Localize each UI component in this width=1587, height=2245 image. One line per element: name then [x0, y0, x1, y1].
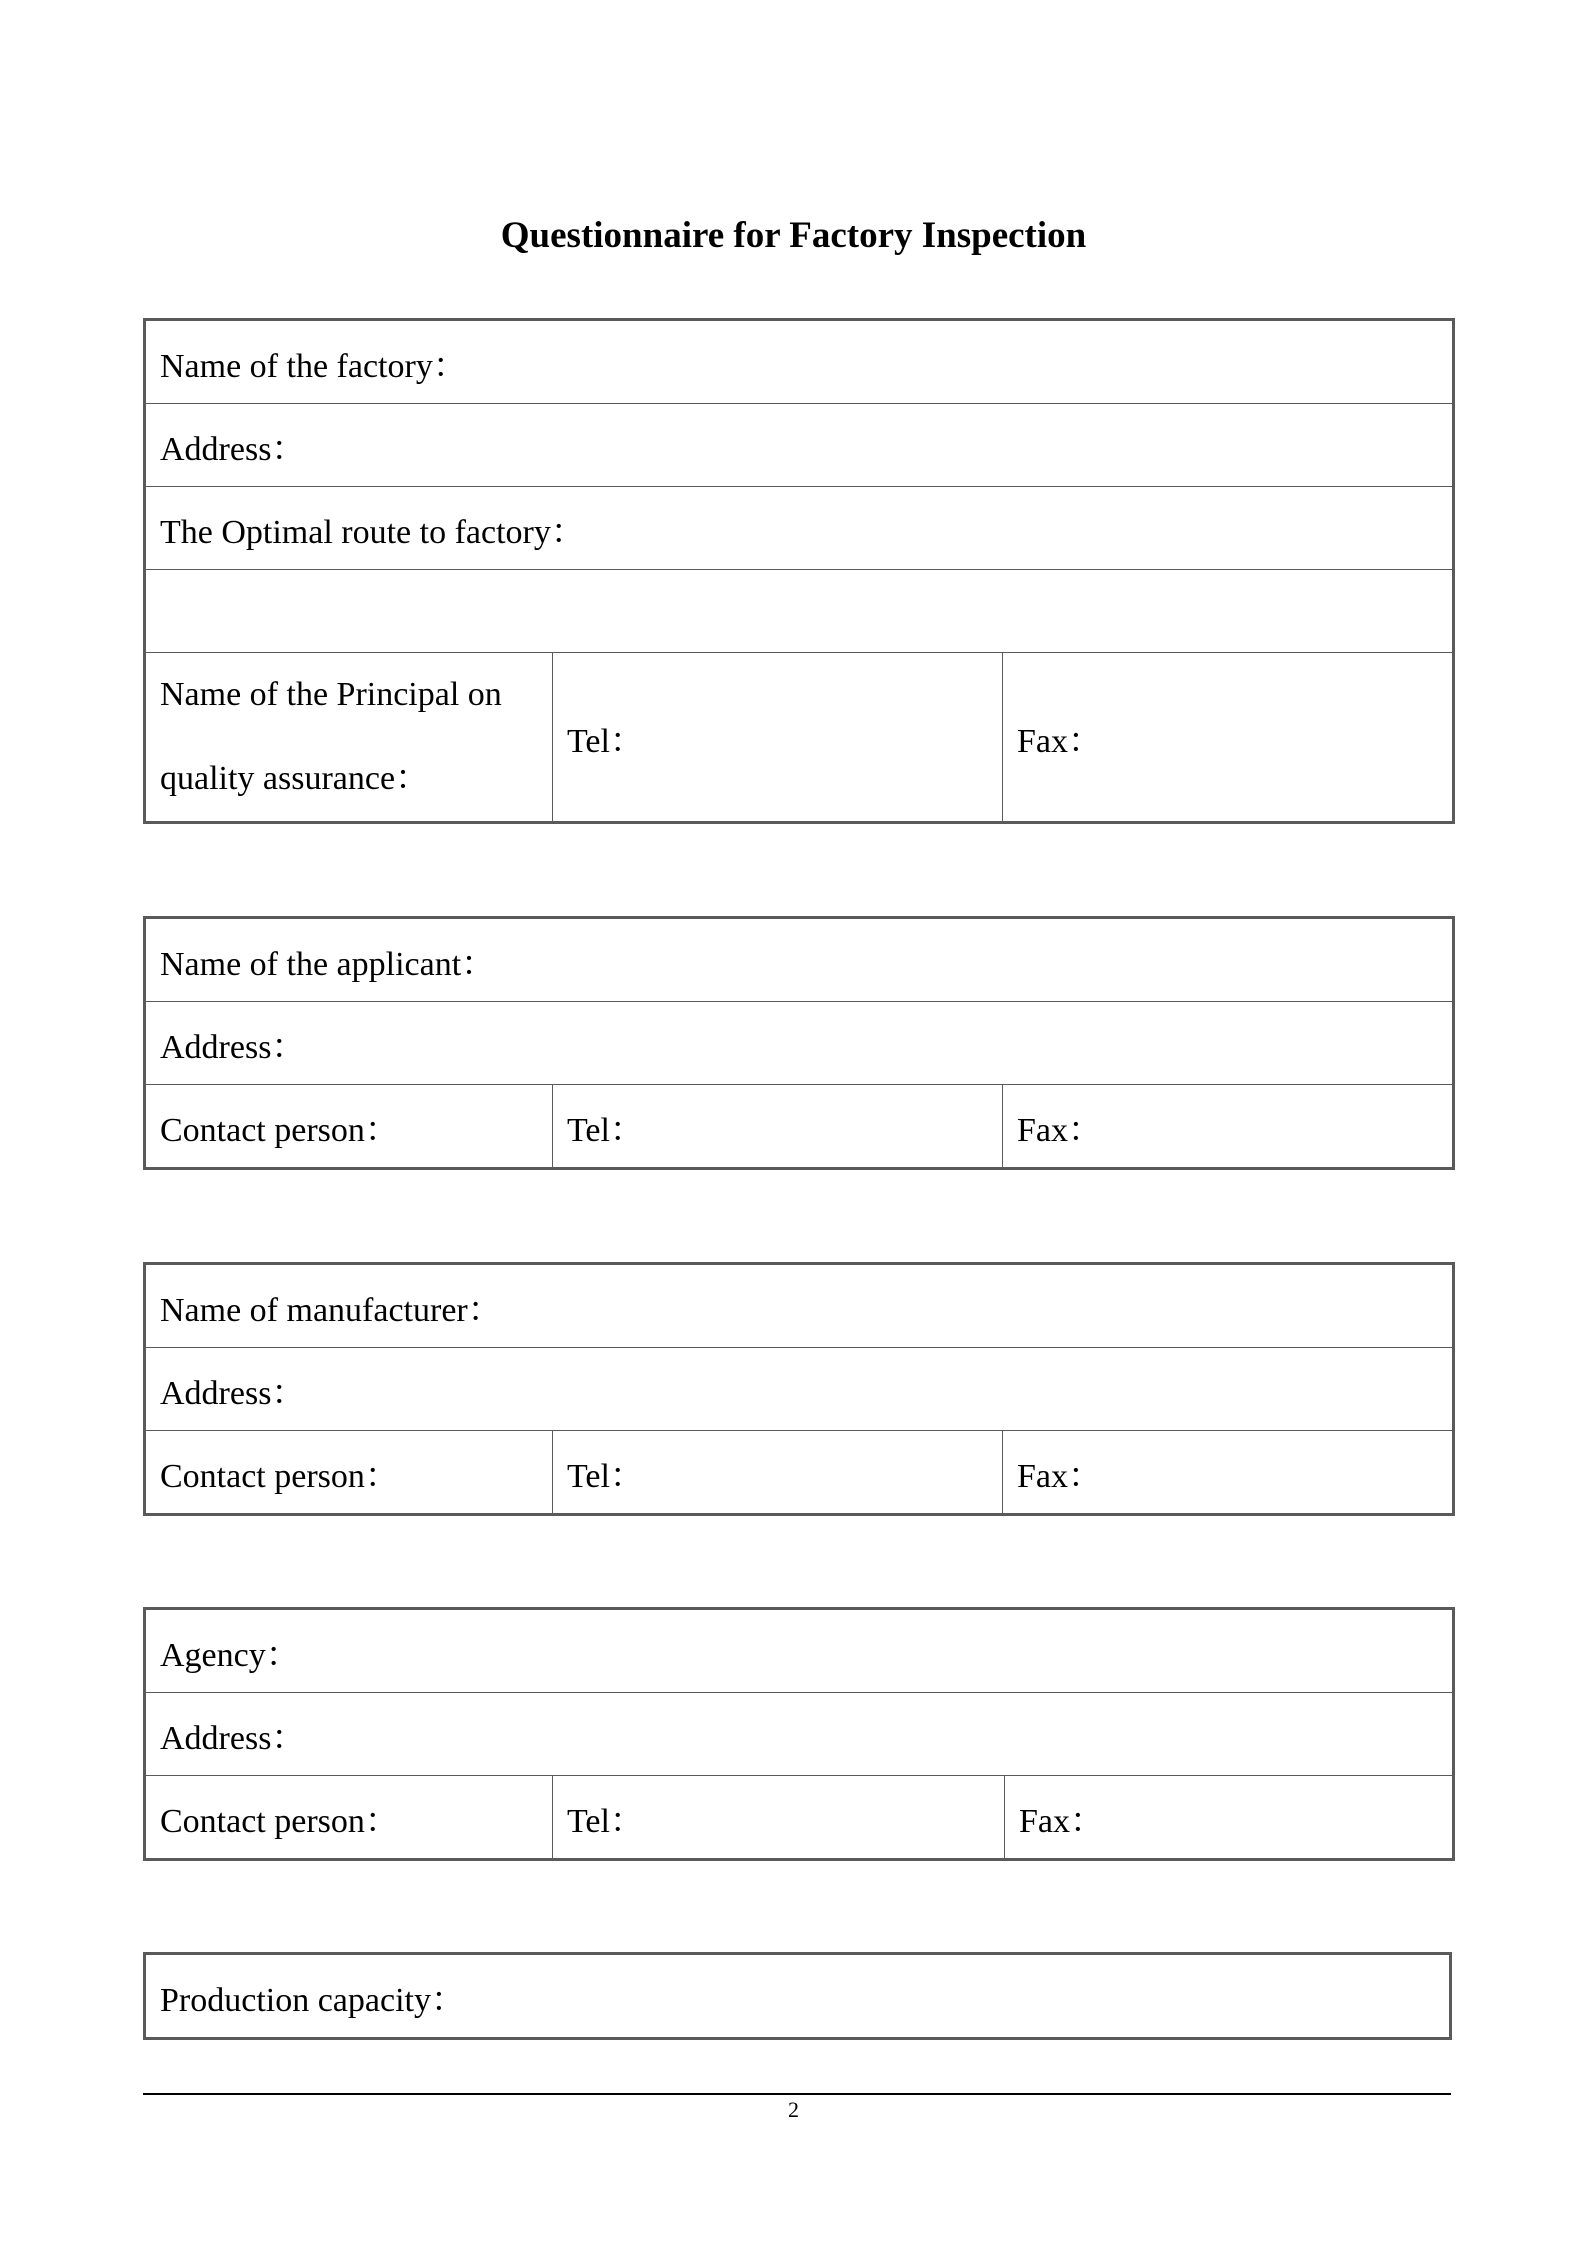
applicant-contact-row: [145, 1085, 1454, 1169]
applicant-tel-field[interactable]: Tel：: [553, 1085, 1003, 1169]
agency-address-row: [145, 1693, 1454, 1776]
agency-name-row: [145, 1609, 1454, 1693]
applicant-address-row: [145, 1002, 1454, 1085]
factory-address-row: [145, 404, 1454, 487]
applicant-name-row: [145, 918, 1454, 1002]
manufacturer-address-field[interactable]: Address：: [145, 1348, 1454, 1431]
applicant-section: [143, 916, 1455, 1170]
production-capacity-row: [145, 1954, 1451, 2039]
agency-section: [143, 1607, 1455, 1861]
agency-tel-field[interactable]: Tel：: [553, 1776, 1005, 1860]
manufacturer-section: [143, 1262, 1455, 1516]
footer-divider: [143, 2093, 1451, 2095]
applicant-address-field[interactable]: Address：: [145, 1002, 1454, 1085]
agency-contact-row: [145, 1776, 1454, 1860]
production-section: [143, 1952, 1452, 2040]
principal-row: [145, 653, 1454, 823]
factory-route-continuation-row: [145, 570, 1454, 653]
manufacturer-name-row: [145, 1264, 1454, 1348]
agency-contact-field[interactable]: Contact person：: [145, 1776, 553, 1860]
applicant-fax-field[interactable]: Fax：: [1003, 1085, 1454, 1169]
factory-route-field[interactable]: The Optimal route to factory：: [145, 487, 1454, 570]
page-number: 2: [788, 2097, 799, 2122]
applicant-name-field[interactable]: Name of the applicant：: [145, 918, 1454, 1002]
agency-name-field[interactable]: Agency：: [145, 1609, 1454, 1693]
manufacturer-tel-field[interactable]: Tel：: [553, 1431, 1003, 1515]
factory-name-row: [145, 320, 1454, 404]
principal-fax-field[interactable]: Fax：: [1003, 653, 1454, 823]
page-title: Questionnaire for Factory Inspection: [500, 215, 1087, 256]
manufacturer-fax-field[interactable]: Fax：: [1003, 1431, 1454, 1515]
factory-route-row: [145, 487, 1454, 570]
agency-address-field[interactable]: Address：: [145, 1693, 1454, 1776]
principal-tel-field[interactable]: Tel：: [553, 653, 1003, 823]
agency-fax-field[interactable]: Fax：: [1005, 1776, 1454, 1860]
factory-route-continuation-field[interactable]: [145, 570, 1454, 653]
factory-section: [143, 318, 1455, 824]
production-capacity-field[interactable]: Production capacity：: [145, 1954, 1451, 2039]
factory-name-field[interactable]: Name of the factory：: [145, 320, 1454, 404]
manufacturer-address-row: [145, 1348, 1454, 1431]
principal-name-field[interactable]: Name of the Principal on quality assurance：: [145, 653, 553, 823]
manufacturer-contact-row: [145, 1431, 1454, 1515]
applicant-contact-field[interactable]: Contact person：: [145, 1085, 553, 1169]
factory-address-field[interactable]: Address：: [145, 404, 1454, 487]
manufacturer-name-field[interactable]: Name of manufacturer：: [145, 1264, 1454, 1348]
manufacturer-contact-field[interactable]: Contact person：: [145, 1431, 553, 1515]
